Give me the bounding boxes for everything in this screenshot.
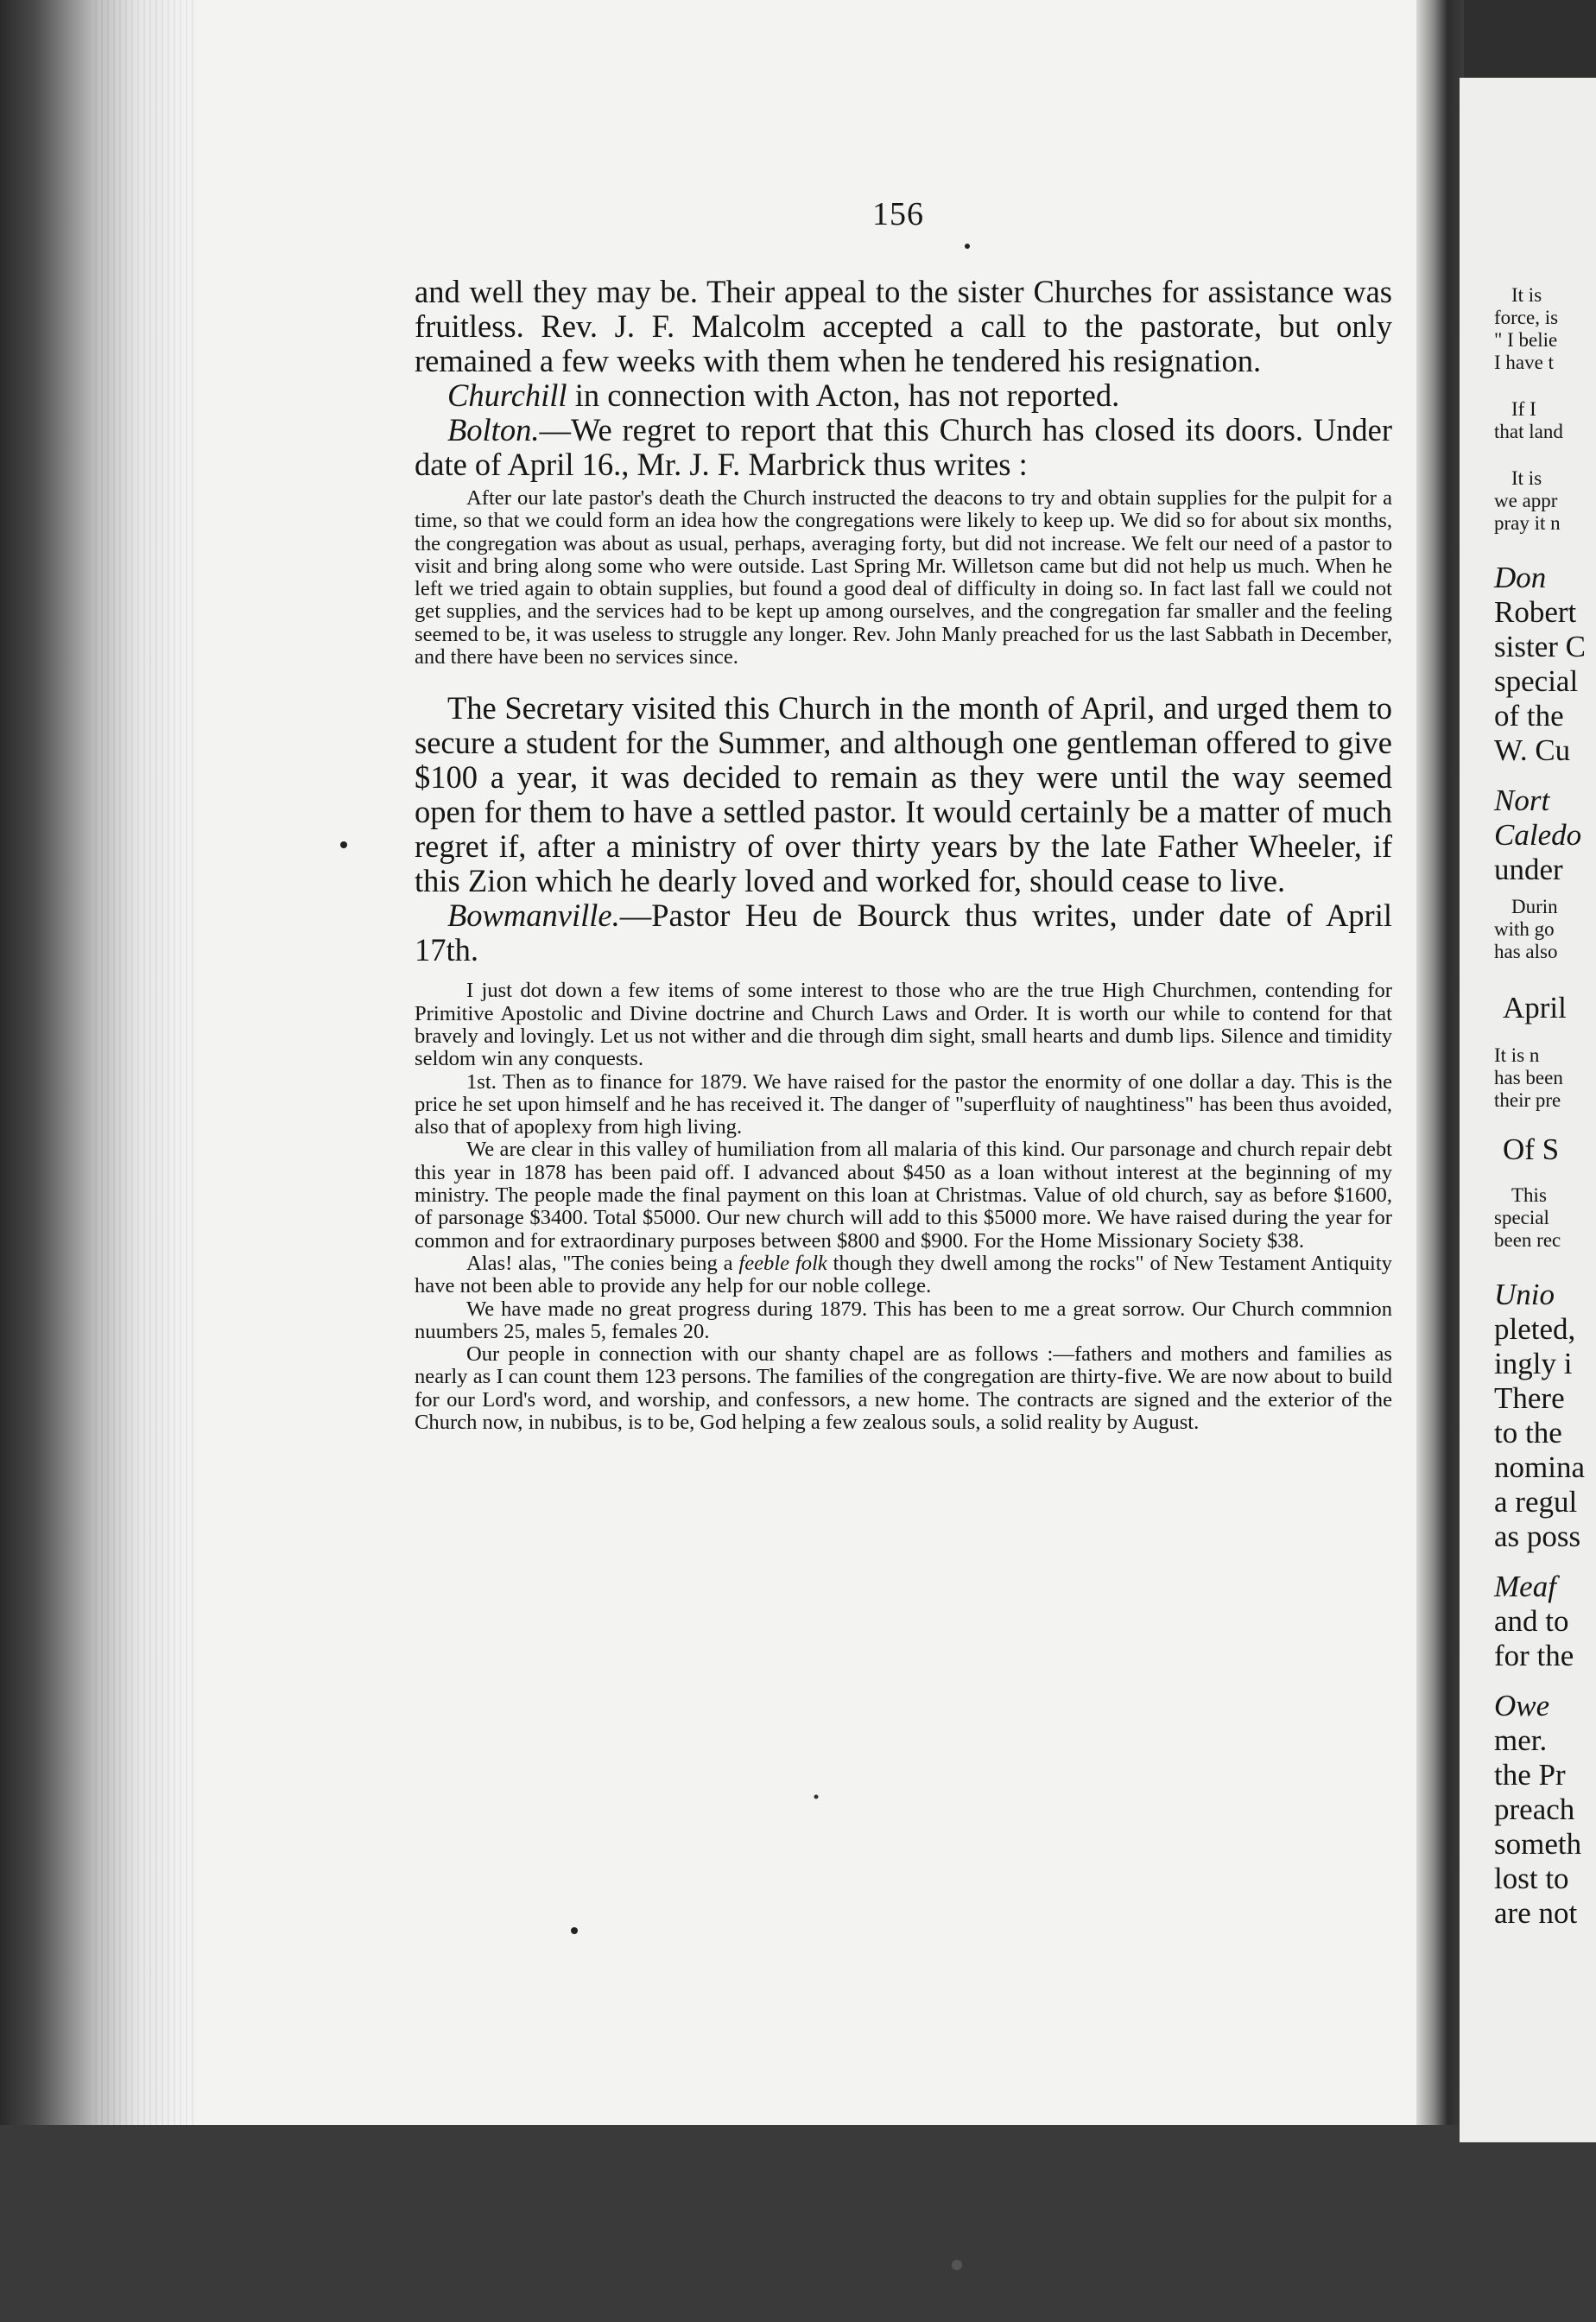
right-fragment: with go bbox=[1494, 918, 1555, 940]
bowmanville-text: —Pastor Heu de Bourck thus writes, under date of April 17th. bbox=[415, 898, 1392, 968]
right-fragment: sister C bbox=[1494, 630, 1586, 663]
churchill-text: in connection with Acton, has not reported. bbox=[567, 377, 1120, 413]
main-text-column bbox=[415, 259, 1392, 1434]
right-fragment: Robert bbox=[1494, 595, 1577, 629]
quote-conies bbox=[415, 1253, 1392, 1298]
paragraph-malcolm: and well they may be. Their appeal to the sister Churches for assistance was fruitless. Rev. J. F. Malcolm accepted a call to the pastorate, but only remained a few weeks with them when he tendered his resignation. bbox=[415, 274, 1392, 378]
right-fragment: This bbox=[1511, 1184, 1547, 1206]
right-fragment: Nort bbox=[1494, 784, 1550, 817]
right-fragment: under bbox=[1494, 853, 1563, 886]
right-fragment: force, is bbox=[1494, 307, 1559, 328]
bolton-text: —We regret to report that this Church has closed its doors. Under date of April 16., Mr. J. F. Marbrick thus writes : bbox=[415, 412, 1392, 482]
quote-marbrick: After our late pastor's death the Church instructed the deacons to try and obtain supplies for the pulpit for a time, so that we could form an idea how the congregations were likely to keep up. We did so for about six months, the congregation was about as usual, perhaps, averaging forty, but did not increase. We felt our need of a pastor to visit and bring along some who were outside. Last Spring Mr. Willetson came but did not help us much. When he left we tried again to obtain supplies, but found a good deal of difficulty in doing so. In fact last fall we could not get supplies, and the services had to be kept up among ourselves, and the congregation far smaller and the feeling seemed to be, it was useless to struggle any longer. Rev. John Manly preached for us the last Sabbath in December, and there have been no services since. bbox=[415, 486, 1392, 669]
right-fragment: been rec bbox=[1494, 1229, 1561, 1251]
right-fragment: and to bbox=[1494, 1604, 1569, 1638]
right-fragment: special bbox=[1494, 664, 1579, 698]
right-fragment: special bbox=[1494, 1207, 1549, 1228]
right-fragment: we appr bbox=[1494, 490, 1558, 511]
right-fragment: Don bbox=[1494, 561, 1547, 594]
quote-debt: We are clear in this valley of humiliation from all malaria of this kind. Our parsonage and church repair debt this year in 1878 has been paid off. I advanced about $450 as a loan without interest at the beginning of my ministry. The people made the final payment on this loan at Christmas. Value of old church, say as before $1600, of parsonage $3400. Total $5000. Our new church will add to this $5000 more. We have raised during the year for common and for extraordinary purposes between $800 and $900. For the Home Missionary Society $38. bbox=[415, 1138, 1392, 1253]
paragraph-bolton bbox=[415, 413, 1392, 482]
right-fragment: their pre bbox=[1494, 1089, 1561, 1111]
conies-italic: feeble folk bbox=[738, 1251, 827, 1275]
paragraph-secretary-visit: The Secretary visited this Church in the month of April, and urged them to secure a student for the Summer, and although one gentleman offered to give $100 a year, it was decided to remain as they were until the way seemed open for them to have a settled pastor. It would certainly be a matter of much regret if, after a ministry of over thirty years by the late Father Wheeler, if this Zion which he dearly loved and worked for, should cease to live. bbox=[415, 690, 1392, 899]
conies-text-b: though they dwell among the rocks" of New Testament Antiquity have not been able to provide any help for our noble college. bbox=[415, 1251, 1392, 1298]
conies-text-a: Alas! alas, "The conies being a bbox=[466, 1251, 739, 1275]
paragraph-bowmanville bbox=[415, 898, 1392, 968]
page-stack-edge bbox=[0, 0, 216, 2142]
heading-bowmanville: Bowmanville. bbox=[447, 898, 620, 934]
right-fragment: April bbox=[1503, 991, 1567, 1025]
right-fragment: Meaf bbox=[1494, 1570, 1556, 1603]
paragraph-churchill bbox=[415, 378, 1392, 413]
right-fragment: pray it n bbox=[1494, 512, 1561, 534]
heading-bolton: Bolton. bbox=[447, 412, 540, 447]
right-fragment: pleted, bbox=[1494, 1312, 1576, 1346]
right-fragment: mer. bbox=[1494, 1723, 1548, 1757]
page-right-partial bbox=[1460, 78, 1596, 2142]
right-fragment: If I bbox=[1511, 398, 1536, 420]
right-fragment: are not bbox=[1494, 1896, 1578, 1930]
right-fragment: Durin bbox=[1511, 896, 1558, 917]
right-fragment: Unio bbox=[1494, 1278, 1555, 1311]
book-gutter bbox=[1416, 0, 1464, 2142]
page-number: 156 bbox=[872, 196, 924, 232]
quote-finance: 1st. Then as to finance for 1879. We have raised for the pastor the enormity of one dollar a day. This is the price he set upon himself and he has received it. The danger of "superfluity of naughtiness" has been thus avoided, also that of apoplexy from high living. bbox=[415, 1069, 1392, 1139]
right-fragment: There bbox=[1494, 1381, 1565, 1415]
right-fragment: nomina bbox=[1494, 1450, 1585, 1484]
quote-progress: We have made no great progress during 1879. This has been to me a great sorrow. Our Church commnion nuumbers 25, males 5, females 20. bbox=[415, 1297, 1392, 1343]
right-fragment: has also bbox=[1494, 941, 1558, 962]
quote-high-churchmen: I just dot down a few items of some interest to those who are the true High Churchmen, contending for Primitive Apostolic and Divine doctrine and Church Laws and Order. It is worth our while to contend for that bravely and lovingly. Let us not wither and die through dim sight, small hearts and dumb lips. Silence and timidity seldom win any conquests. bbox=[415, 979, 1392, 1071]
bottom-shadow bbox=[0, 2125, 1596, 2322]
right-fragment: It is bbox=[1511, 467, 1542, 489]
right-fragment: someth bbox=[1494, 1827, 1582, 1861]
right-fragment: ingly i bbox=[1494, 1347, 1573, 1380]
right-fragment: It is n bbox=[1494, 1044, 1540, 1066]
right-fragment: as poss bbox=[1494, 1519, 1581, 1553]
heading-churchill: Churchill bbox=[447, 377, 567, 413]
quote-people: Our people in connection with our shanty chapel are as follows :—fathers and mothers and families as nearly as I can count them 123 persons. The families of the congregation are thirty-five. We are now about to build for our Lord's word, and worship, and confessors, a new home. The contracts are signed and the exterior of the Church now, in nubibus, is to be, God helping a few zealous souls, a solid reality by August. bbox=[415, 1342, 1392, 1435]
right-fragment: for the bbox=[1494, 1639, 1574, 1672]
right-fragment: W. Cu bbox=[1494, 733, 1571, 767]
right-fragment: preach bbox=[1494, 1792, 1575, 1826]
right-fragment: Owe bbox=[1494, 1689, 1550, 1722]
right-fragment: I have t bbox=[1494, 352, 1554, 373]
right-fragment: Of S bbox=[1503, 1132, 1560, 1166]
right-fragment: It is bbox=[1511, 284, 1542, 306]
right-fragment: lost to bbox=[1494, 1862, 1569, 1895]
right-fragment: " I belie bbox=[1494, 329, 1558, 351]
right-fragment: to the bbox=[1494, 1416, 1562, 1450]
right-fragment: of the bbox=[1494, 699, 1564, 733]
right-fragment: the Pr bbox=[1494, 1758, 1566, 1792]
right-fragment: that land bbox=[1494, 421, 1563, 442]
right-fragment: a regul bbox=[1494, 1485, 1578, 1519]
right-fragment: Caledo bbox=[1494, 818, 1582, 852]
right-fragment: has been bbox=[1494, 1067, 1563, 1088]
